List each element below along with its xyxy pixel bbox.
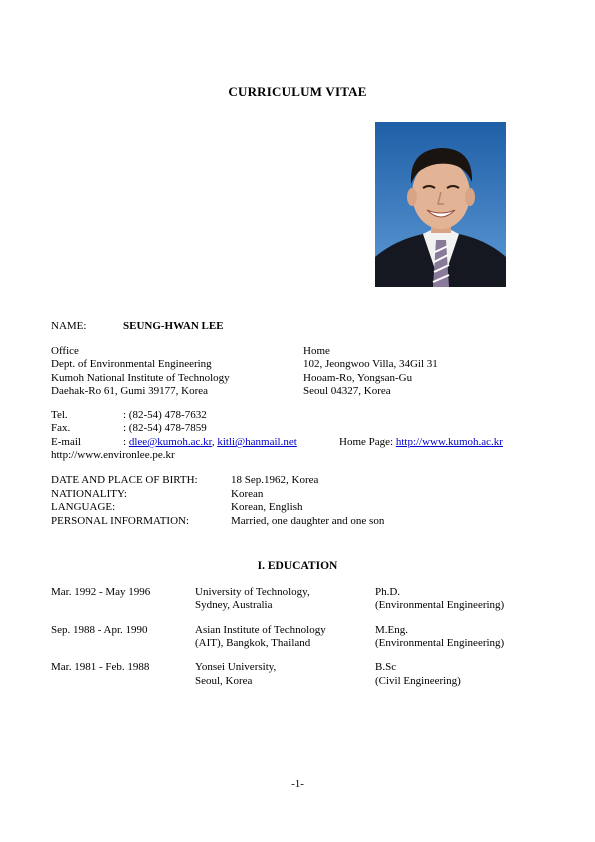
email-link-hanmail[interactable]: kitli@hanmail.net [217,436,297,448]
tel-value: : (82-54) 478-7632 [123,409,207,421]
email-label: E-mail [51,436,81,448]
office-line: Dept. of Environmental Engineering [51,358,212,370]
page-number: -1- [291,778,304,790]
home-line: Hooam-Ro, Yongsan-Gu [303,372,413,384]
homepage-link[interactable]: http://www.kumoh.ac.kr [395,436,503,448]
email-line [123,436,297,449]
personal-label: NATIONALITY: [51,488,127,500]
homepage-secondary: http://www.environlee.pe.kr [51,449,175,461]
home-heading: Home [303,345,330,357]
office-heading: Office [51,345,79,357]
personal-label: DATE AND PLACE OF BIRTH: [51,474,198,486]
home-line: 102, Jeongwoo Villa, 34Gil 31 [303,358,438,370]
education-location: Seoul, Korea [195,675,253,687]
education-degree: M.Eng. [375,624,408,636]
full-name: SEUNG-HWAN LEE [123,320,224,332]
education-field: (Environmental Engineering) [375,637,505,649]
education-location: (AIT), Bangkok, Thailand [195,637,311,649]
fax-value: : (82-54) 478-7859 [123,422,207,434]
education-institution: University of Technology, [195,586,310,598]
email-separator: , [211,436,218,448]
education-institution: Asian Institute of Technology [195,624,326,636]
portrait-photo [375,122,506,287]
document-title: CURRICULUM VITAE [228,84,367,99]
tel-label: Tel. [51,409,68,421]
personal-value: 18 Sep.1962, Korea [231,474,319,486]
personal-label: LANGUAGE: [51,501,116,513]
home-line: Seoul 04327, Korea [303,385,391,397]
homepage-label: Home Page: [339,436,396,448]
personal-value: Korean, English [231,501,303,513]
homepage-line [339,436,503,449]
name-label: NAME: [51,320,87,332]
education-dates: Mar. 1992 - May 1996 [51,586,151,598]
education-field: (Environmental Engineering) [375,599,505,611]
education-institution: Yonsei University, [195,661,277,673]
email-link-kumoh[interactable]: dlee@kumoh.ac.kr [128,436,212,448]
personal-label: PERSONAL INFORMATION: [51,515,190,527]
office-line: Kumoh National Institute of Technology [51,372,230,384]
fax-label: Fax. [51,422,71,434]
education-dates: Sep. 1988 - Apr. 1990 [51,624,148,636]
personal-value: Korean [231,488,264,500]
education-heading: I. EDUCATION [257,560,338,572]
education-degree: B.Sc [375,661,397,673]
education-dates: Mar. 1981 - Feb. 1988 [51,661,150,673]
office-line: Daehak-Ro 61, Gumi 39177, Korea [51,385,209,397]
education-location: Sydney, Australia [195,599,273,611]
personal-value: Married, one daughter and one son [231,515,385,527]
education-degree: Ph.D. [375,586,401,598]
education-field: (Civil Engineering) [375,675,461,687]
email-prefix: : [123,436,129,448]
